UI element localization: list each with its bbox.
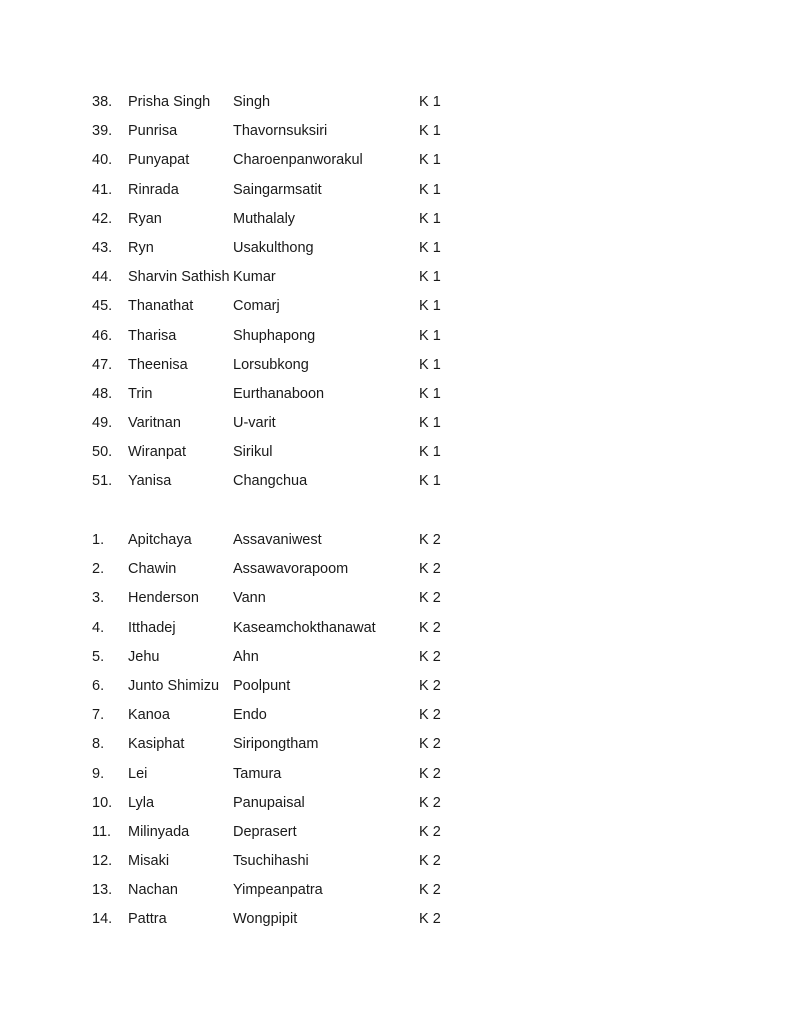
grade-level: K 2 bbox=[419, 707, 441, 724]
grade-level: K 1 bbox=[419, 444, 441, 461]
table-row bbox=[92, 701, 492, 730]
last-name: Comarj bbox=[233, 298, 280, 315]
grade-level: K 1 bbox=[419, 239, 441, 256]
first-name: Ryan bbox=[128, 210, 162, 227]
grade-level: K 2 bbox=[419, 794, 441, 811]
first-name: Varitnan bbox=[128, 415, 181, 432]
last-name: Yimpeanpatra bbox=[233, 882, 323, 899]
table-row bbox=[92, 146, 492, 175]
grade-level: K 2 bbox=[419, 590, 441, 607]
last-name: Endo bbox=[233, 707, 267, 724]
last-name: Poolpunt bbox=[233, 677, 291, 694]
last-name: Ahn bbox=[233, 648, 259, 665]
row-number: 40. bbox=[92, 152, 113, 169]
last-name: Thavornsuksiri bbox=[233, 123, 328, 140]
row-number: 10. bbox=[92, 794, 113, 811]
grade-level: K 1 bbox=[419, 181, 441, 198]
last-name: Deprasert bbox=[233, 823, 297, 840]
row-number: 50. bbox=[92, 444, 113, 461]
table-row bbox=[92, 876, 492, 905]
table-row bbox=[92, 643, 492, 672]
grade-level: K 1 bbox=[419, 123, 441, 140]
grade-level: K 1 bbox=[419, 210, 441, 227]
grade-level: K 2 bbox=[419, 677, 441, 694]
table-row bbox=[92, 730, 492, 759]
last-name: Tamura bbox=[233, 765, 282, 782]
first-name: Misaki bbox=[128, 853, 170, 870]
table-row bbox=[92, 205, 492, 234]
row-number: 42. bbox=[92, 210, 113, 227]
student-list-k2 bbox=[92, 526, 492, 935]
row-number: 9. bbox=[92, 765, 105, 782]
first-name: Punrisa bbox=[128, 123, 178, 140]
first-name: Chawin bbox=[128, 561, 177, 578]
table-row bbox=[92, 760, 492, 789]
last-name: Lorsubkong bbox=[233, 356, 309, 373]
grade-level: K 1 bbox=[419, 415, 441, 432]
table-row bbox=[92, 584, 492, 613]
first-name: Wiranpat bbox=[128, 444, 187, 461]
row-number: 45. bbox=[92, 298, 113, 315]
first-name: Theenisa bbox=[128, 356, 188, 373]
grade-level: K 2 bbox=[419, 619, 441, 636]
first-name: Thanathat bbox=[128, 298, 194, 315]
row-number: 38. bbox=[92, 94, 113, 110]
table-row bbox=[92, 818, 492, 847]
last-name: Shuphapong bbox=[233, 327, 316, 344]
grade-level: K 1 bbox=[419, 385, 441, 402]
table-row bbox=[92, 176, 492, 205]
row-number: 14. bbox=[92, 911, 113, 928]
last-name: U-varit bbox=[233, 415, 276, 432]
first-name: Jehu bbox=[128, 648, 160, 665]
row-number: 3. bbox=[92, 590, 105, 607]
row-number: 7. bbox=[92, 707, 105, 724]
table-row bbox=[92, 88, 492, 117]
first-name: Lei bbox=[128, 765, 148, 782]
grade-level: K 2 bbox=[419, 911, 441, 928]
first-name: Nachan bbox=[128, 882, 178, 899]
row-number: 2. bbox=[92, 561, 105, 578]
row-number: 5. bbox=[92, 648, 105, 665]
row-number: 6. bbox=[92, 677, 105, 694]
last-name: Wongpipit bbox=[233, 911, 298, 928]
last-name: Sirikul bbox=[233, 444, 273, 461]
grade-level: K 1 bbox=[419, 152, 441, 169]
last-name: Tsuchihashi bbox=[233, 853, 309, 870]
first-name: Kasiphat bbox=[128, 736, 185, 753]
last-name: Eurthanaboon bbox=[233, 385, 325, 402]
table-row bbox=[92, 380, 492, 409]
row-number: 48. bbox=[92, 385, 113, 402]
first-name: Henderson bbox=[128, 590, 199, 607]
last-name: Kumar bbox=[233, 269, 276, 286]
grade-level: K 2 bbox=[419, 532, 441, 548]
last-name: Singh bbox=[233, 94, 271, 110]
student-list-k1 bbox=[92, 88, 492, 497]
first-name: Prisha Singh bbox=[128, 94, 211, 110]
last-name: Panupaisal bbox=[233, 794, 305, 811]
grade-level: K 1 bbox=[419, 269, 441, 286]
row-number: 11. bbox=[92, 823, 112, 840]
row-number: 8. bbox=[92, 736, 105, 753]
row-number: 47. bbox=[92, 356, 113, 373]
table-row bbox=[92, 555, 492, 584]
grade-level: K 1 bbox=[419, 356, 441, 373]
first-name: Lyla bbox=[128, 794, 155, 811]
grade-level: K 2 bbox=[419, 823, 441, 840]
first-name: Kanoa bbox=[128, 707, 170, 724]
table-row bbox=[92, 526, 492, 555]
first-name: Milinyada bbox=[128, 823, 190, 840]
table-row bbox=[92, 292, 492, 321]
table-row bbox=[92, 847, 492, 876]
row-number: 44. bbox=[92, 269, 113, 286]
grade-level: K 2 bbox=[419, 648, 441, 665]
grade-level: K 2 bbox=[419, 853, 441, 870]
grade-level: K 2 bbox=[419, 561, 441, 578]
row-number: 39. bbox=[92, 123, 113, 140]
row-number: 41. bbox=[92, 181, 113, 198]
table-row bbox=[92, 467, 492, 496]
table-row bbox=[92, 614, 492, 643]
first-name: Yanisa bbox=[128, 473, 172, 490]
grade-level: K 1 bbox=[419, 94, 441, 110]
last-name: Saingarmsatit bbox=[233, 181, 322, 198]
row-number: 49. bbox=[92, 415, 113, 432]
first-name: Itthadej bbox=[128, 619, 176, 636]
table-row bbox=[92, 905, 492, 934]
table-row bbox=[92, 263, 492, 292]
row-number: 1. bbox=[92, 532, 105, 548]
last-name: Assavaniwest bbox=[233, 532, 322, 548]
first-name: Junto Shimizu bbox=[128, 677, 220, 694]
first-name: Pattra bbox=[128, 911, 167, 928]
row-number: 46. bbox=[92, 327, 113, 344]
last-name: Vann bbox=[233, 590, 266, 607]
last-name: Charoenpanworakul bbox=[233, 152, 363, 169]
table-row bbox=[92, 789, 492, 818]
grade-level: K 1 bbox=[419, 327, 441, 344]
first-name: Ryn bbox=[128, 239, 154, 256]
table-row bbox=[92, 234, 492, 263]
table-row bbox=[92, 322, 492, 351]
grade-level: K 2 bbox=[419, 736, 441, 753]
first-name: Trin bbox=[128, 385, 153, 402]
last-name: Usakulthong bbox=[233, 239, 314, 256]
row-number: 51. bbox=[92, 473, 113, 490]
last-name: Siripongtham bbox=[233, 736, 319, 753]
table-row bbox=[92, 438, 492, 467]
last-name: Changchua bbox=[233, 473, 308, 490]
grade-level: K 1 bbox=[419, 473, 441, 490]
row-number: 12. bbox=[92, 853, 113, 870]
grade-level: K 2 bbox=[419, 882, 441, 899]
first-name: Tharisa bbox=[128, 327, 177, 344]
table-row bbox=[92, 351, 492, 380]
table-row bbox=[92, 672, 492, 701]
grade-level: K 1 bbox=[419, 298, 441, 315]
table-row bbox=[92, 117, 492, 146]
last-name: Muthalaly bbox=[233, 210, 296, 227]
first-name: Rinrada bbox=[128, 181, 179, 198]
row-number: 4. bbox=[92, 619, 105, 636]
first-name: Apitchaya bbox=[128, 532, 192, 548]
grade-level: K 2 bbox=[419, 765, 441, 782]
last-name: Assawavorapoom bbox=[233, 561, 349, 578]
row-number: 43. bbox=[92, 239, 113, 256]
row-number: 13. bbox=[92, 882, 113, 899]
first-name: Sharvin Sathish bbox=[128, 269, 230, 286]
last-name: Kaseamchokthanawat bbox=[233, 619, 376, 636]
table-row bbox=[92, 409, 492, 438]
first-name: Punyapat bbox=[128, 152, 190, 169]
